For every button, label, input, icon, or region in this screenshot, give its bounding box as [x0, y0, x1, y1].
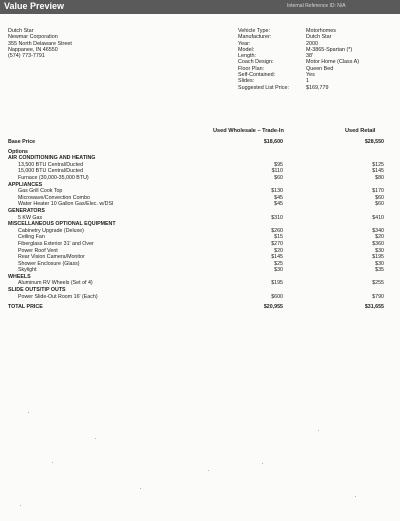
option-row	[8, 188, 388, 195]
page-header	[0, 0, 400, 14]
options-label: Options	[8, 148, 29, 155]
wholesale-value: $95	[274, 161, 283, 168]
vehicle-field-value: $169,779	[306, 84, 329, 91]
scan-speck	[28, 412, 29, 413]
section-name: SLIDE OUTS/TIP OUTS	[8, 287, 66, 294]
row-label: 13,500 BTU Central/Ducted	[18, 161, 84, 168]
vehicle-field-row	[238, 85, 398, 91]
vehicle-field-value: Queen Bed	[306, 65, 334, 72]
vehicle-field-value: Yes	[306, 72, 315, 79]
wholesale-value: $260	[271, 227, 283, 234]
row-label: Cabinetry Upgrade (Deluxe)	[18, 227, 84, 234]
option-row	[8, 254, 388, 261]
page-title: Value Preview	[4, 1, 65, 11]
vehicle-field-label: Suggested List Price:	[238, 84, 289, 91]
row-label: Skylight	[18, 267, 37, 274]
vehicle-field-value: 2000	[306, 40, 318, 47]
retail-value: $30	[375, 247, 384, 254]
row-label: 5 KW Gas	[18, 214, 43, 221]
option-row	[8, 175, 388, 182]
retail-value: $80	[375, 174, 384, 181]
retail-value: $125	[372, 161, 384, 168]
section-heading	[8, 208, 388, 215]
retail-value: $60	[375, 201, 384, 208]
section-heading	[8, 287, 388, 294]
row-label: TOTAL PRICE	[8, 304, 43, 311]
base-price-row	[8, 139, 388, 146]
row-label: Fiberglass Exterior 31' and Over	[18, 240, 94, 247]
option-row	[8, 280, 388, 287]
option-row	[8, 228, 388, 235]
retail-value: $195	[372, 254, 384, 261]
retail-value: $790	[372, 293, 384, 300]
option-row	[8, 201, 388, 208]
option-row	[8, 215, 388, 222]
wholesale-value: $145	[271, 254, 283, 261]
reference-id: Internal Reference ID: N/A	[287, 3, 346, 9]
section-heading	[8, 182, 388, 189]
wholesale-value: $20	[274, 247, 283, 254]
wholesale-value: $600	[271, 293, 283, 300]
row-label: Base Price	[8, 139, 36, 145]
scan-speck	[140, 488, 141, 489]
retail-value: $255	[372, 280, 384, 287]
scan-speck	[355, 496, 356, 497]
dealer-address	[8, 28, 72, 59]
retail-value: $410	[372, 214, 384, 221]
scan-speck	[20, 505, 21, 506]
row-label: Shower Enclosure (Glass)	[18, 260, 80, 267]
vehicle-field-label: Vehicle Type:	[238, 28, 270, 34]
section-heading	[8, 221, 388, 228]
wholesale-value: $20,955	[263, 304, 283, 311]
retail-value: $145	[372, 168, 384, 175]
row-label: Rear Vision Camera/Monitor	[18, 254, 85, 261]
dealer-line: (574) 773-7791	[8, 53, 45, 60]
scan-speck	[318, 430, 319, 431]
section-heading	[8, 155, 388, 162]
option-row	[8, 234, 388, 241]
option-row	[8, 168, 388, 175]
wholesale-value: $270	[271, 240, 283, 247]
scan-speck	[262, 463, 263, 464]
row-label: Microwave/Convection Combo	[18, 194, 90, 201]
vehicle-field-label: Manufacturer:	[238, 34, 272, 41]
retail-value: $28,550	[364, 139, 384, 145]
row-label: Gas Grill Cook Top	[18, 188, 63, 195]
scan-speck	[95, 438, 96, 439]
option-row	[8, 261, 388, 268]
vehicle-field-label: Coach Design:	[238, 59, 274, 66]
wholesale-value: $45	[274, 201, 283, 208]
wholesale-value: $45	[274, 194, 283, 201]
option-row	[8, 267, 388, 274]
row-label: Water Heater 10 Gallon Gas/Elec. w/DSI	[18, 201, 114, 208]
retail-value: $30	[375, 260, 384, 267]
retail-column-header: Used Retail	[345, 128, 376, 134]
option-row	[8, 195, 388, 202]
vehicle-field-label: Floor Plan:	[238, 65, 265, 72]
vehicle-field-value: Dutch Star	[306, 34, 332, 41]
vehicle-field-value: Motorhomes	[306, 28, 336, 34]
wholesale-value: $60	[274, 174, 283, 181]
retail-value: $340	[372, 227, 384, 234]
option-row	[8, 294, 388, 301]
wholesale-value: $15	[274, 234, 283, 241]
total-price-row	[8, 304, 388, 311]
price-table	[8, 139, 388, 311]
retail-value: $35	[375, 267, 384, 274]
scan-speck	[52, 462, 53, 463]
option-row	[8, 248, 388, 255]
vehicle-field-label: Length:	[238, 53, 256, 60]
row-label: Power Roof Vent	[18, 247, 58, 254]
vehicle-field-value: Motor Home (Class A)	[306, 59, 360, 66]
wholesale-value: $18,600	[263, 139, 283, 145]
wholesale-value: $310	[271, 214, 283, 221]
section-name: WHEELS	[8, 273, 31, 280]
dealer-line: Newmar Corporation	[8, 34, 58, 41]
row-label: Furnace (30,000-35,000 BTU)	[18, 174, 89, 181]
row-label: Power Slide-Out Room 16' (Each)	[18, 293, 98, 300]
wholesale-column-header: Used Wholesale – Trade-In	[213, 128, 284, 134]
retail-value: $20	[375, 234, 384, 241]
wholesale-value: $30	[274, 267, 283, 274]
wholesale-value: $110	[271, 168, 283, 175]
wholesale-value: $130	[271, 188, 283, 195]
option-row	[8, 162, 388, 169]
vehicle-field-value: 1	[306, 78, 309, 85]
dealer-line: 355 North Delaware Street	[8, 40, 72, 47]
dealer-line: Dutch Star	[8, 28, 34, 34]
vehicle-details	[238, 28, 398, 91]
scan-speck	[208, 470, 209, 471]
option-row	[8, 241, 388, 248]
section-name: AIR CONDITIONING AND HEATING	[8, 155, 96, 162]
row-label: 15,000 BTU Central/Ducted	[18, 168, 84, 175]
retail-value: $60	[375, 194, 384, 201]
section-name: GENERATORS	[8, 207, 45, 214]
retail-value: $360	[372, 240, 384, 247]
retail-value: $31,655	[364, 304, 384, 311]
row-label: Aluminum RV Wheels (Set of 4)	[18, 280, 93, 287]
vehicle-field-label: Slides:	[238, 78, 255, 85]
wholesale-value: $25	[274, 260, 283, 267]
section-name: APPLIANCES	[8, 181, 43, 188]
vehicle-field-label: Year:	[238, 40, 251, 47]
section-heading	[8, 274, 388, 281]
wholesale-value: $195	[271, 280, 283, 287]
retail-value: $170	[372, 188, 384, 195]
vehicle-field-label: Model:	[238, 46, 255, 53]
row-label: Ceiling Fan	[18, 234, 45, 241]
vehicle-field-value: 38'	[306, 53, 314, 60]
options-heading	[8, 149, 388, 156]
dealer-line: Nappanee, IN 46550	[8, 46, 58, 53]
vehicle-field-label: Self-Contained:	[238, 72, 276, 79]
section-name: MISCELLANEOUS OPTIONAL EQUIPMENT	[8, 221, 116, 228]
vehicle-field-value: M-3865-Spartan (*)	[306, 46, 353, 53]
